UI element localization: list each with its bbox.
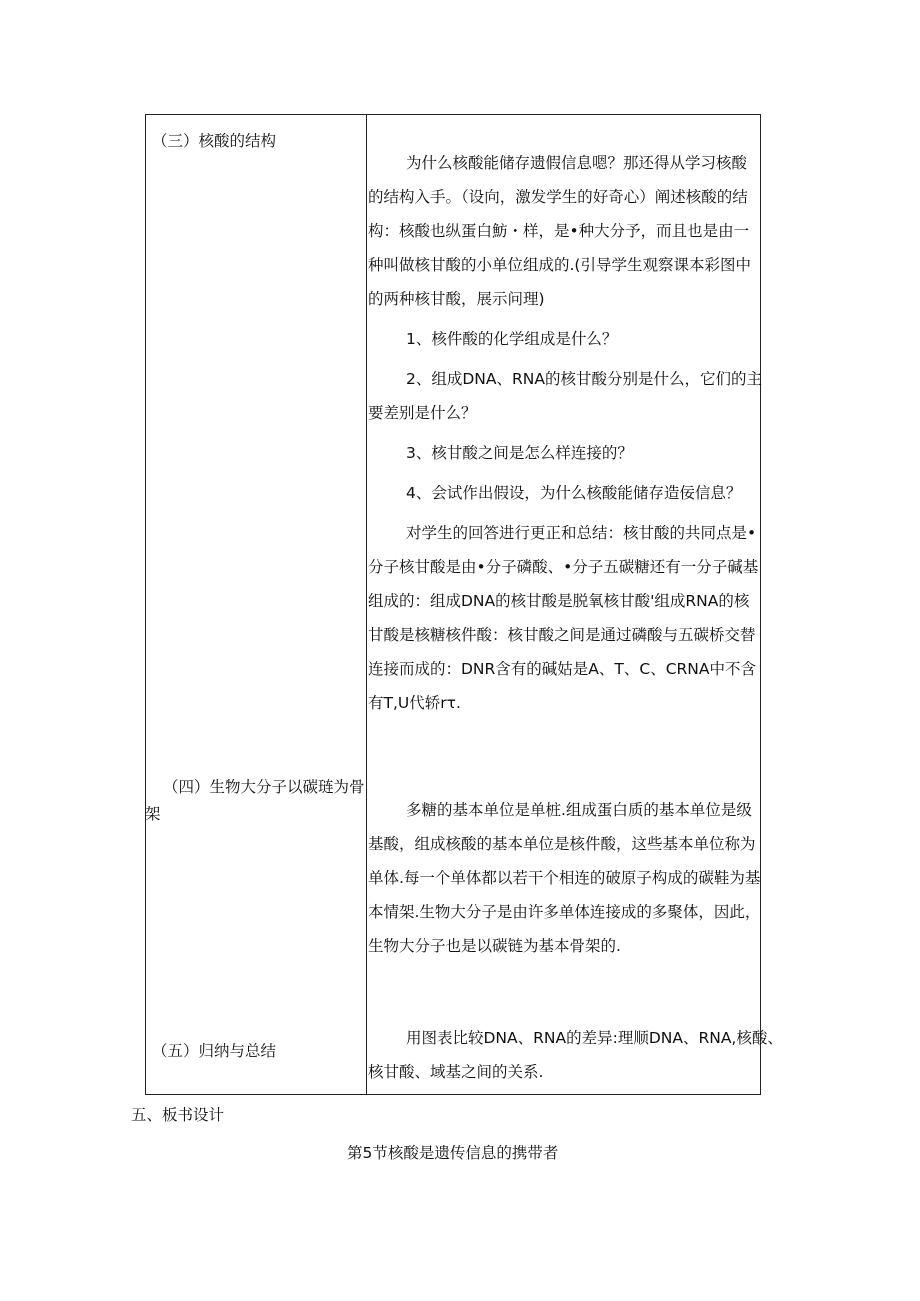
summary-line: 对学生的回答进行更正和总结：核甘酸的共同点是• [406,524,757,542]
row-2-line: 单体.每一个单体都以若干个相连的破原子构成的碳鞋为基 [368,869,761,887]
summary-line: 组成的：组成DNA的核甘酸是脱氧核甘酸'组成RNA的核 [368,592,750,610]
summary-line: 有T,U代轿rτ. [368,694,461,712]
question-1: 1、核件酸的化学组成是什么？ [406,330,618,348]
board-title: 第5节核酸是遗传信息的携带者 [347,1144,559,1162]
row-1-line: 构：核酸也纵蛋白魴・样，是•种大分予，而且也是由一 [368,222,750,240]
row-1-label [152,124,276,158]
question-2-cont: 要差别是什么？ [368,404,477,422]
row-3-line: 核甘酸、域基之间的关系. [368,1063,544,1081]
row-2-line: 本情架.生物大分子是由许多单体连接成的多聚体，因此， [368,903,761,921]
question-4: 4、会试作出假设，为什么核酸能储存造佞信息？ [406,484,742,502]
row-2-line: 生物大分子也是以碳链为基本骨架的. [368,937,621,955]
summary-line: 连接而成的：DNR含有的碱姑是A、T、C、CRNA中不含 [368,660,756,678]
row-2-label-line: 架 [145,805,161,823]
question-3: 3、核甘酸之间是怎么样连接的？ [406,444,633,462]
row-1-label-line: （三）核酸的结构 [152,132,277,150]
row-3-line: 用图表比较DNA、RNA的差异:理顺DNA、RNA,核酸、 [406,1029,783,1047]
row-2-label-line: （四）生物大分子以碳琏为骨 [163,778,365,796]
row-1-line: 为什么核酸能储存遗假信息嗯？那还得从学习核酸 [406,154,748,172]
row-1-line: 的结构入手。（设向，激发学生的好奇心）阐述核酸的结 [368,188,748,206]
row-3-content [368,1021,783,1089]
row-2-line: 多糖的基本单位是单桩.组成蛋白质的基本单位是级 [406,801,752,819]
row-3-label-line: （五）归纳与总结 [152,1042,277,1060]
row-1-content [368,146,760,720]
row-2-content [368,793,760,963]
row-3-label [152,1034,276,1068]
row-2-label [145,770,365,824]
row-1-line: 的两种核甘酸，展示问理) [368,290,545,308]
section-heading: 五、板书设计 [131,1106,225,1124]
row-1-line: 种叫做核甘酸的小单位组成的.(引导学生观察课本彩图中 [368,256,751,274]
row-2-line: 基酸，组成核酸的基本单位是核件酸，这些基本单位称为 [368,835,756,853]
table-column-divider [366,114,367,1095]
summary-line: 甘酸是核糖核件酸：核甘酸之间是通过磷酸与五碳桥交替 [368,626,756,644]
question-2: 2、组成DNA、RNA的核甘酸分别是什么，它们的主 [406,370,762,388]
summary-line: 分子核甘酸是由•分子磷酸、•分子五碳糖还有一分子碱基 [368,558,759,576]
